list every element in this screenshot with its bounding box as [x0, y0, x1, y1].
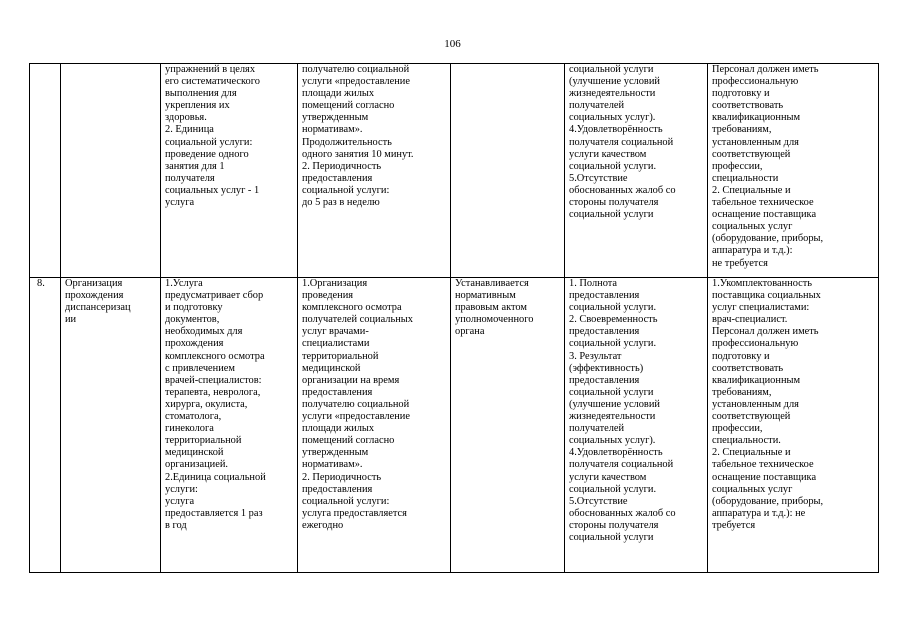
- service-cost-cell: [451, 64, 565, 278]
- service-description-cell: упражнений в целях его систематического выполнения для укрепления их здоровья. 2. Единица социальной услуги: проведение одного занятия для 1 получателя социальных услуг - 1 услуга: [161, 64, 298, 278]
- quality-indicators-cell: 1. Полнота предоставления социальной услуги. 2. Своевременность предоставления социальной услуги. 3. Результат (эффективность) предоставления социальной услуги (улучшение условий жизнедеятельности получателей социальных услуг). 4.Удовлетворённость получателя социальной услуги качеством социальной услуги. 5.Отсутствие обоснованных жалоб со стороны получателя социальной услуги: [565, 278, 708, 573]
- quality-indicators-cell: социальной услуги (улучшение условий жизнедеятельности получателей социальных услуг). 4.Удовлетворённость получателя социальной услуги качеством социальной услуги. 5.Отсутствие обоснованных жалоб со стороны получателя социальной услуги: [565, 64, 708, 278]
- page-number: 106: [444, 38, 461, 50]
- services-table: [29, 63, 879, 573]
- table-row: [30, 64, 879, 278]
- service-name-cell: Организация прохождения диспансеризац ии: [61, 278, 161, 573]
- table-row: [30, 278, 879, 573]
- provision-conditions-cell: 1.Укомплектованность поставщика социальных услуг специалистами: врач-специалист. Персонал должен иметь профессиональную подготовку и соответствовать квалификационным требованиям, установленным для соответствующей профессии, специальности. 2. Специальные и табельное техническое оснащение поставщика социальных услуг (оборудование, приборы, аппаратура и т.д.): не требуется: [708, 278, 879, 573]
- service-cost-cell: Устанавливается нормативным правовым актом уполномоченного органа: [451, 278, 565, 573]
- service-standard-cell: 1.Организация проведения комплексного осмотра получателей социальных услуг врачами- специалистами территориальной медицинской организации на время предоставления получателю социальной услуги «предоставление площади жилых помещений согласно утвержденным нормативам». 2. Периодичность предоставления социальной услуги: услуга предоставляется ежегодно: [298, 278, 451, 573]
- provision-conditions-cell: Персонал должен иметь профессиональную подготовку и соответствовать квалификационным требованиям, установленным для соответствующей профессии, специальности 2. Специальные и табельное техническое оснащение поставщика социальных услуг (оборудование, приборы, аппаратура и т.д.): не требуется: [708, 64, 879, 278]
- service-standard-cell: получателю социальной услуги «предоставление площади жилых помещений согласно утвержденным нормативам». Продолжительность одного занятия 10 минут. 2. Периодичность предоставления социальной услуги: до 5 раз в неделю: [298, 64, 451, 278]
- row-number-cell: 8.: [30, 278, 61, 573]
- row-number-cell: [30, 64, 61, 278]
- service-description-cell: 1.Услуга предусматривает сбор и подготовку документов, необходимых для прохождения комплексного осмотра с привлечением врачей-специалистов: терапевта, невролога, хирурга, окулиста, стоматолога, гинеколога территориальной медицинской организацией. 2.Единица социальной услуги: услуга предоставляется 1 раз в год: [161, 278, 298, 573]
- service-name-cell: [61, 64, 161, 278]
